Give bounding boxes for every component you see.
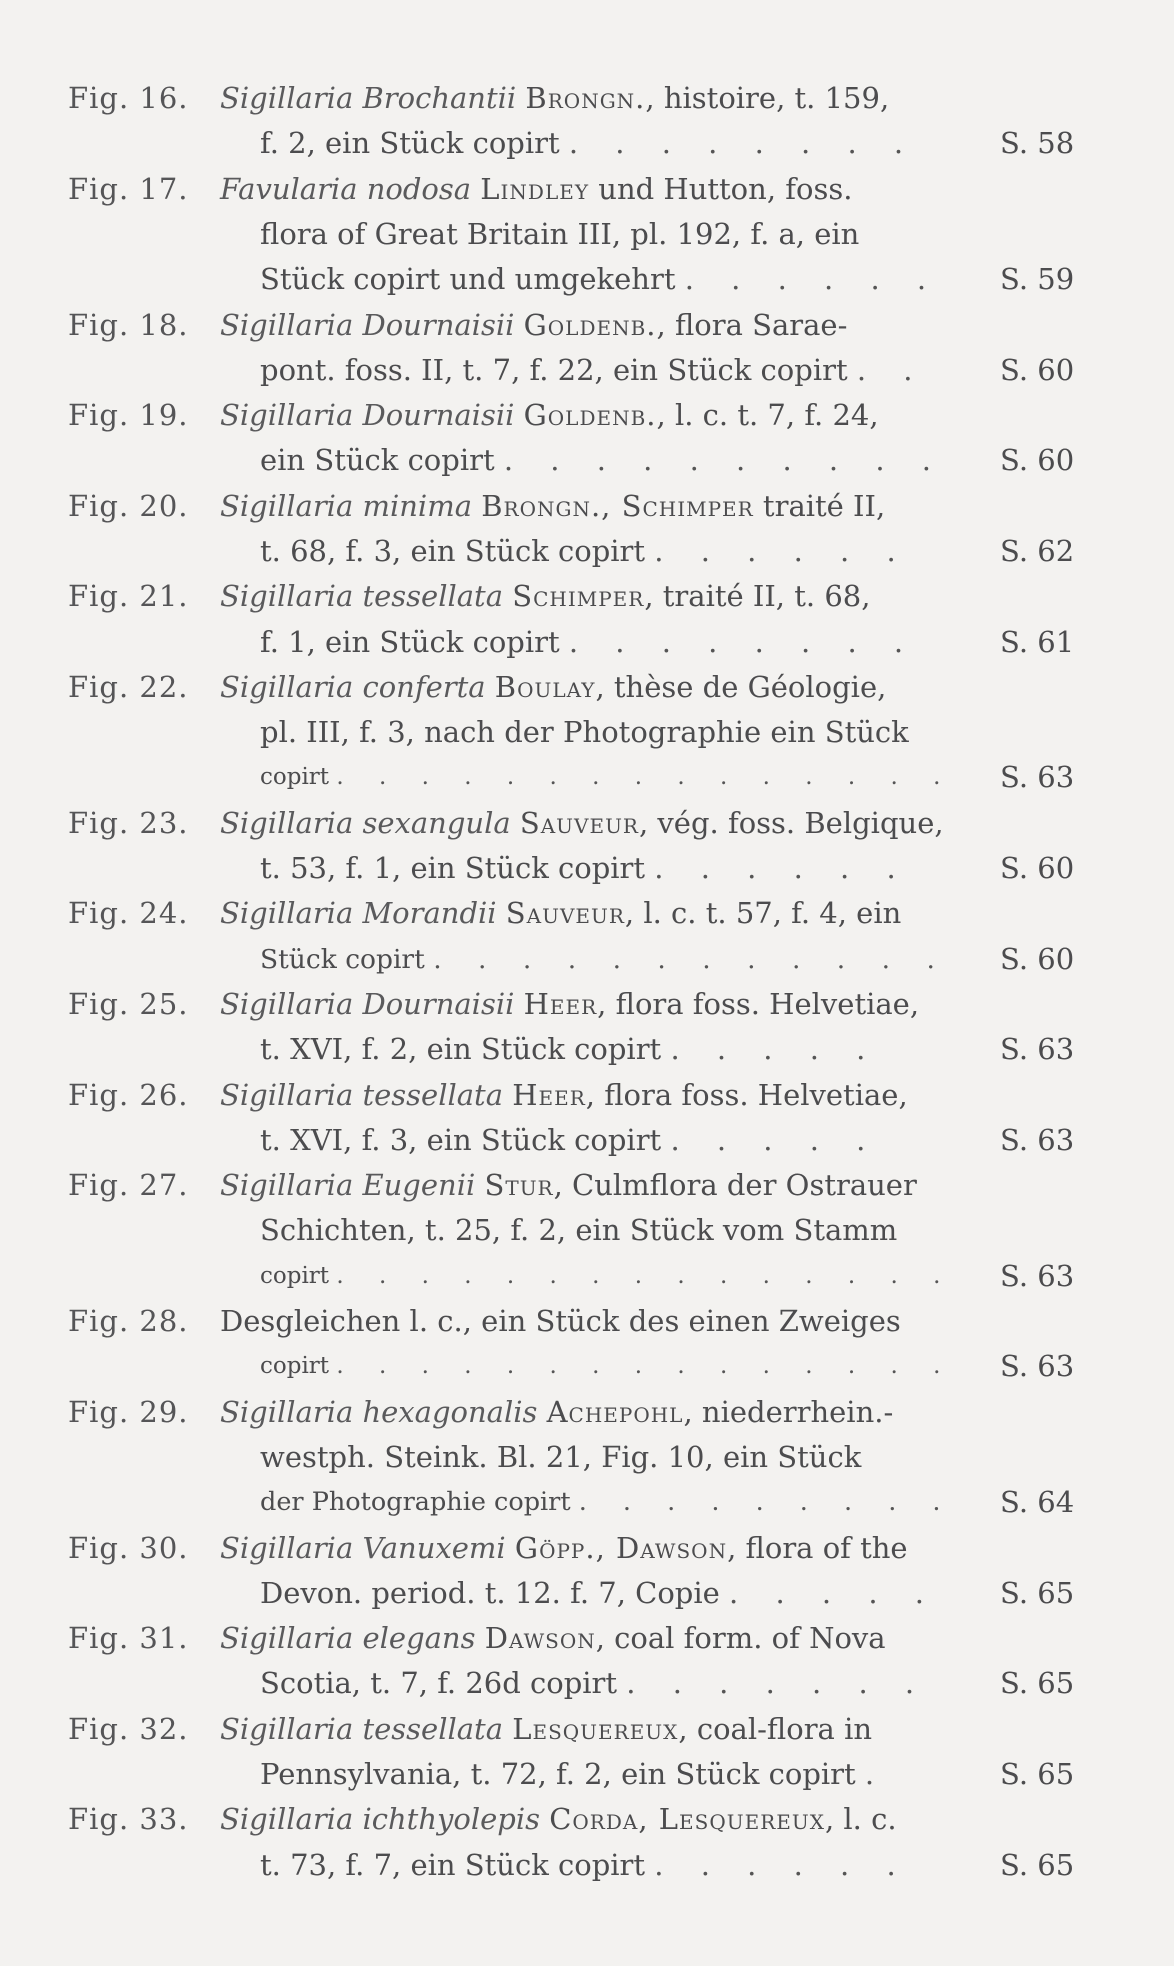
citation-text: Desgleichen l. c., ein Stück des einen Zweiges: [220, 1304, 901, 1339]
entry-continuation-line: [260, 846, 910, 891]
species-name: Sigillaria tessellata: [220, 1711, 503, 1746]
citation-text: , flora of the: [727, 1530, 908, 1565]
citation-text: , thèse de Géologie,: [595, 669, 887, 704]
entry-first-line: [220, 982, 919, 1027]
entry-first-line: [220, 1707, 872, 1752]
leader-dots: . . . . . . . .: [568, 126, 918, 161]
entry-continuation-line: [260, 529, 910, 574]
figure-number: Fig. 19.: [68, 398, 189, 433]
leader-dots: . . . . . . . . .: [578, 1487, 955, 1518]
author-name: Lesquereux: [512, 1711, 679, 1746]
species-name: Sigillaria hexagonalis: [220, 1394, 538, 1429]
author-name: Schimper: [512, 579, 645, 614]
figure-number: Fig. 27.: [68, 1168, 189, 1203]
citation-text: , flora Sarae-: [656, 307, 848, 342]
page-reference: S. 65: [1000, 1847, 1075, 1882]
author-name: Goldenb.: [523, 398, 657, 433]
leader-dots: . . . . . . . . . . . . . . .: [336, 1262, 955, 1289]
page-reference: S. 58: [1000, 126, 1075, 161]
entry-first-line: [220, 1073, 908, 1118]
figure-number: Fig. 28.: [68, 1304, 189, 1339]
page-reference: S. 62: [1000, 533, 1075, 568]
entry-first-line: [220, 1299, 901, 1344]
figure-number: Fig. 24.: [68, 896, 189, 931]
leader-dots: . . . . . .: [684, 262, 941, 297]
citation-text: pl. III, f. 3, nach der Photographie ein Stück: [260, 715, 909, 750]
author-name: Goldenb.: [523, 307, 657, 342]
entry-first-line: [220, 891, 901, 936]
entry-continuation-line: [260, 1254, 954, 1299]
leader-dots: . . . . . .: [654, 533, 910, 568]
entry-first-line: [220, 665, 886, 710]
citation-text: Schichten, t. 25, f. 2, ein Stück vom Stamm: [260, 1213, 898, 1248]
figure-number: Fig. 29.: [68, 1394, 189, 1429]
entry-first-line: [220, 484, 885, 529]
species-name: Sigillaria Dournaisii: [220, 307, 515, 342]
author-name: Achepohl: [546, 1394, 684, 1429]
author-name: Lindley: [480, 171, 590, 206]
entry-continuation-line: [260, 1480, 955, 1525]
entry-continuation-line: [260, 1843, 910, 1888]
author-name: Sauveur: [505, 896, 625, 931]
leader-dots: . . . . .: [670, 1122, 880, 1157]
species-name: Favularia nodosa: [220, 171, 472, 206]
citation-text: copirt: [260, 764, 330, 791]
leader-dots: . . . . .: [729, 1575, 938, 1610]
leader-dots: . . . . . . .: [626, 1666, 929, 1701]
author-name: Brongn.: [525, 81, 646, 115]
author-name: Dawson: [484, 1621, 596, 1656]
leader-dots: .: [864, 1757, 889, 1792]
author-name: Boulay: [494, 669, 596, 704]
entry-first-line: [220, 393, 879, 438]
figure-number: Fig. 18.: [68, 307, 189, 342]
species-name: Sigillaria tessellata: [220, 579, 503, 614]
entry-continuation-line: [260, 438, 945, 483]
page-reference: S. 60: [1000, 851, 1075, 886]
figure-number: Fig. 20.: [68, 488, 189, 523]
citation-text: Scotia, t. 7, f. 26d copirt: [260, 1666, 618, 1701]
page-reference: S. 63: [1000, 1258, 1075, 1293]
species-name: Sigillaria tessellata: [220, 1077, 503, 1112]
citation-text: t. XVI, f. 3, ein Stück copirt: [260, 1122, 662, 1157]
entry-continuation-line: [260, 1661, 928, 1706]
entry-continuation-line: [260, 1571, 938, 1616]
species-name: Sigillaria conferta: [220, 669, 486, 704]
citation-text: t. 53, f. 1, ein Stück copirt: [260, 851, 646, 886]
citation-text: , flora foss. Helvetiae,: [597, 987, 920, 1021]
page-reference: S. 65: [1000, 1757, 1075, 1792]
citation-text: , traité II, t. 68,: [644, 579, 871, 614]
leader-dots: . . . . .: [670, 1032, 880, 1067]
author-name: Stur: [484, 1168, 554, 1203]
entry-continuation-line: [260, 1027, 879, 1072]
citation-text: flora of Great Britain III, pl. 192, f. a, ein: [260, 216, 860, 251]
species-name: Sigillaria sexangula: [220, 805, 511, 840]
citation-text: Stück copirt und umgekehrt: [260, 262, 676, 297]
citation-text: , vég. foss. Belgique,: [638, 805, 944, 840]
leader-dots: . . . . . . . . . .: [503, 443, 945, 478]
leader-dots: . .: [856, 352, 927, 387]
page-reference: S. 64: [1000, 1485, 1075, 1520]
entry-continuation-line: [260, 212, 859, 257]
author-name: Heer: [512, 1077, 586, 1112]
figure-number: Fig. 26.: [68, 1077, 189, 1112]
citation-text: Devon. period. t. 12. f. 7, Copie: [260, 1575, 720, 1610]
citation-text: , coal-flora in: [678, 1711, 873, 1746]
figure-number: Fig. 16.: [68, 81, 189, 115]
figure-number: Fig. 31.: [68, 1621, 189, 1656]
entry-first-line: [220, 303, 847, 348]
species-name: Sigillaria ichthyolepis: [220, 1802, 540, 1837]
page-reference: S. 61: [1000, 624, 1075, 659]
entry-first-line: [220, 574, 870, 619]
citation-text: , l. c. t. 57, f. 4, ein: [624, 896, 902, 931]
entry-first-line: [220, 167, 852, 212]
page-reference: S. 60: [1000, 941, 1075, 976]
entry-continuation-line: [260, 1344, 954, 1389]
citation-text: , coal form. of Nova: [595, 1621, 886, 1656]
citation-text: Stück copirt: [260, 943, 425, 975]
leader-dots: . . . . . .: [654, 851, 910, 886]
entry-continuation-line: [260, 755, 954, 800]
citation-text: , flora foss. Helvetiae,: [585, 1077, 908, 1112]
entry-first-line: [220, 1797, 897, 1842]
figure-number: Fig. 22.: [68, 669, 189, 704]
citation-text: t. XVI, f. 2, ein Stück copirt: [260, 1032, 662, 1067]
citation-text: t. 73, f. 7, ein Stück copirt: [260, 1847, 646, 1882]
page-reference: S. 65: [1000, 1666, 1075, 1701]
citation-text: copirt: [260, 1353, 330, 1380]
entry-continuation-line: [260, 1118, 879, 1163]
leader-dots: . . . . . . . .: [568, 624, 918, 659]
citation-text: und Hutton, foss.: [589, 171, 853, 206]
entry-continuation-line: [260, 1435, 861, 1480]
entry-continuation-line: [260, 710, 909, 755]
citation-text: der Photographie copirt: [260, 1487, 571, 1518]
entry-continuation-line: [260, 348, 926, 393]
entry-continuation-line: [260, 1208, 897, 1253]
page-reference: S. 63: [1000, 1349, 1075, 1384]
citation-text: , l. c.: [824, 1802, 897, 1837]
page-reference: S. 63: [1000, 1032, 1075, 1067]
figure-number: Fig. 30.: [68, 1530, 189, 1565]
author-name: Sauveur: [519, 805, 639, 840]
citation-text: , Culmflora der Ostrauer: [553, 1168, 917, 1203]
figure-number: Fig. 25.: [68, 987, 189, 1021]
leader-dots: . . . . . . . . . . . .: [433, 943, 949, 975]
leader-dots: . . . . . . . . . . . . . . .: [336, 764, 955, 791]
species-name: Sigillaria elegans: [220, 1621, 476, 1656]
species-name: Sigillaria Dournaisii: [220, 987, 515, 1021]
entry-first-line: [220, 76, 889, 121]
citation-text: pont. foss. II, t. 7, f. 22, ein Stück copirt: [260, 352, 848, 387]
citation-text: t. 68, f. 3, ein Stück copirt: [260, 533, 646, 568]
figure-number: Fig. 23.: [68, 805, 189, 840]
citation-text: westph. Steink. Bl. 21, Fig. 10, ein Stück: [260, 1439, 862, 1474]
author-name: Brongn., Schimper: [481, 488, 754, 523]
page-reference: S. 63: [1000, 1122, 1075, 1157]
species-name: Sigillaria Eugenii: [220, 1168, 476, 1203]
citation-text: f. 2, ein Stück copirt: [260, 126, 560, 161]
entry-continuation-line: [260, 121, 917, 166]
page-reference: S. 63: [1000, 760, 1075, 795]
citation-text: Pennsylvania, t. 72, f. 2, ein Stück copirt: [260, 1757, 856, 1792]
species-name: Sigillaria Vanuxemi: [220, 1530, 506, 1565]
leader-dots: . . . . . .: [654, 1847, 910, 1882]
species-name: Sigillaria Brochantii: [220, 81, 517, 115]
entry-continuation-line: [260, 257, 940, 302]
entry-first-line: [220, 1390, 893, 1435]
page-reference: S. 65: [1000, 1575, 1075, 1610]
figure-number: Fig. 17.: [68, 171, 189, 206]
citation-text: f. 1, ein Stück copirt: [260, 624, 560, 659]
citation-text: ein Stück copirt: [260, 443, 495, 478]
page-reference: S. 60: [1000, 443, 1075, 478]
citation-text: copirt: [260, 1262, 330, 1289]
author-name: Heer: [523, 987, 598, 1021]
author-name: Göpp., Dawson: [514, 1530, 728, 1565]
entry-first-line: [220, 1163, 917, 1208]
entry-first-line: [220, 801, 944, 846]
entry-first-line: [220, 1526, 908, 1571]
species-name: Sigillaria minima: [220, 488, 472, 523]
author-name: Corda, Lesquereux: [549, 1802, 825, 1837]
citation-text: , l. c. t. 7, f. 24,: [656, 398, 879, 433]
figure-number: Fig. 32.: [68, 1711, 189, 1746]
entry-continuation-line: [260, 620, 917, 665]
species-name: Sigillaria Dournaisii: [220, 398, 515, 433]
leader-dots: . . . . . . . . . . . . . . .: [336, 1353, 955, 1380]
entry-continuation-line: [260, 1752, 888, 1797]
page-reference: S. 59: [1000, 262, 1075, 297]
citation-text: traité II,: [753, 488, 886, 523]
entry-continuation-line: [260, 937, 949, 982]
figure-number: Fig. 33.: [68, 1802, 189, 1837]
figure-number: Fig. 21.: [68, 579, 189, 614]
entry-first-line: [220, 1616, 886, 1661]
page-reference: S. 60: [1000, 352, 1075, 387]
species-name: Sigillaria Morandii: [220, 896, 497, 931]
citation-text: , histoire, t. 159,: [645, 81, 890, 115]
citation-text: , niederrhein.-: [683, 1394, 894, 1429]
